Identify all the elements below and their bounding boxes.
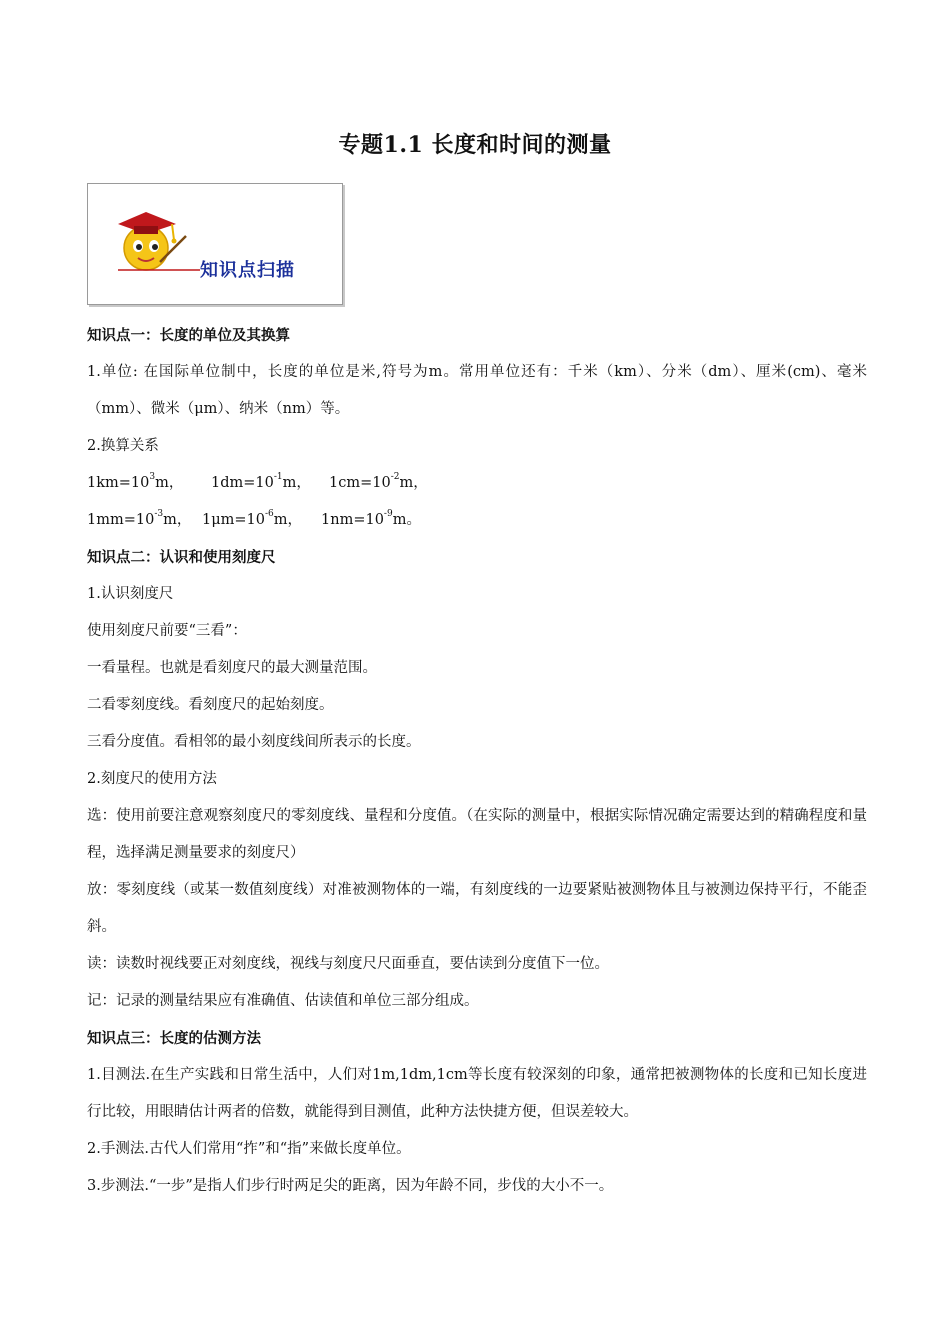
paragraph-line: 一看量程。也就是看刻度尺的最大测量范围。 xyxy=(87,660,377,676)
conversion-item: $1dm=10^{-1}m$， xyxy=(211,472,311,491)
conversion-item: $1cm=10^{-2}m$， xyxy=(329,472,428,491)
conversion-item: $1mm=10^{-3}m$， xyxy=(87,509,192,528)
conversion-row-2 xyxy=(87,502,867,539)
conversion-row-1 xyxy=(87,465,867,502)
knowledge-scan-banner xyxy=(87,183,343,305)
paragraph-read: 读：读数时视线要正对刻度线，视线与刻度尺尺面垂直，要估读到分度值下一位。 xyxy=(87,956,609,972)
document-body xyxy=(87,317,867,1205)
paragraph-place: 放：零刻度线（或某一数值刻度线）对准被测物体的一端，有刻度线的一边要紧贴被测物体且与被测边保持平行，不能歪斜。 xyxy=(87,882,867,935)
paragraph-conversion-title: 2.换算关系 xyxy=(87,438,159,454)
mascot-icon xyxy=(88,184,342,304)
banner-label: 知识点扫描 xyxy=(200,260,295,281)
section-heading-2: 知识点二：认识和使用刻度尺 xyxy=(87,549,276,566)
page-title: 专题1.1 长度和时间的测量 xyxy=(338,132,612,158)
paragraph-line: 1.认识刻度尺 xyxy=(87,586,174,602)
paragraph-hand-estimate: 2.手测法.古代人们常用“拃”和“指”来做长度单位。 xyxy=(87,1141,411,1157)
paragraph-select: 选：使用前要注意观察刻度尺的零刻度线、量程和分度值。（在实际的测量中，根据实际情况确定需要达到的精确程度和量程，选择满足测量要求的刻度尺） xyxy=(87,808,867,861)
paragraph-visual-estimate: 1.目测法.在生产实践和日常生活中，人们对1m,1dm,1cm等长度有较深刻的印象，通常把被测物体的长度和已知长度进行比较，用眼睛估计两者的倍数，就能得到目测值，此种方法快捷方便，但误差较大。 xyxy=(87,1067,867,1120)
paragraph-line: 二看零刻度线。看刻度尺的起始刻度。 xyxy=(87,697,334,713)
conversion-item: $1nm=10^{-9}m$。 xyxy=(321,509,421,528)
paragraph-line: 使用刻度尺前要“三看”： xyxy=(87,623,247,639)
conversion-item: $1km=10^3m$， xyxy=(87,472,184,491)
paragraph-units: 1.单位: 在国际单位制中，长度的单位是米,符号为m。常用单位还有：千米（km）、分米（dm）、厘米(cm)、毫米（mm）、微米（μm）、纳米（nm）等。 xyxy=(87,364,867,417)
conversion-item: $1\mu m=10^{-6}m$， xyxy=(202,509,303,528)
paragraph-line: 2.刻度尺的使用方法 xyxy=(87,771,217,787)
paragraph-record: 记：记录的测量结果应有准确值、估读值和单位三部分组成。 xyxy=(87,993,479,1009)
paragraph-step-estimate: 3.步测法.“一步”是指人们步行时两足尖的距离，因为年龄不同，步伐的大小不一。 xyxy=(87,1178,614,1194)
paragraph-line: 三看分度值。看相邻的最小刻度线间所表示的长度。 xyxy=(87,734,421,750)
section-heading-3: 知识点三：长度的估测方法 xyxy=(87,1030,261,1047)
section-heading-1: 知识点一：长度的单位及其换算 xyxy=(87,327,290,344)
